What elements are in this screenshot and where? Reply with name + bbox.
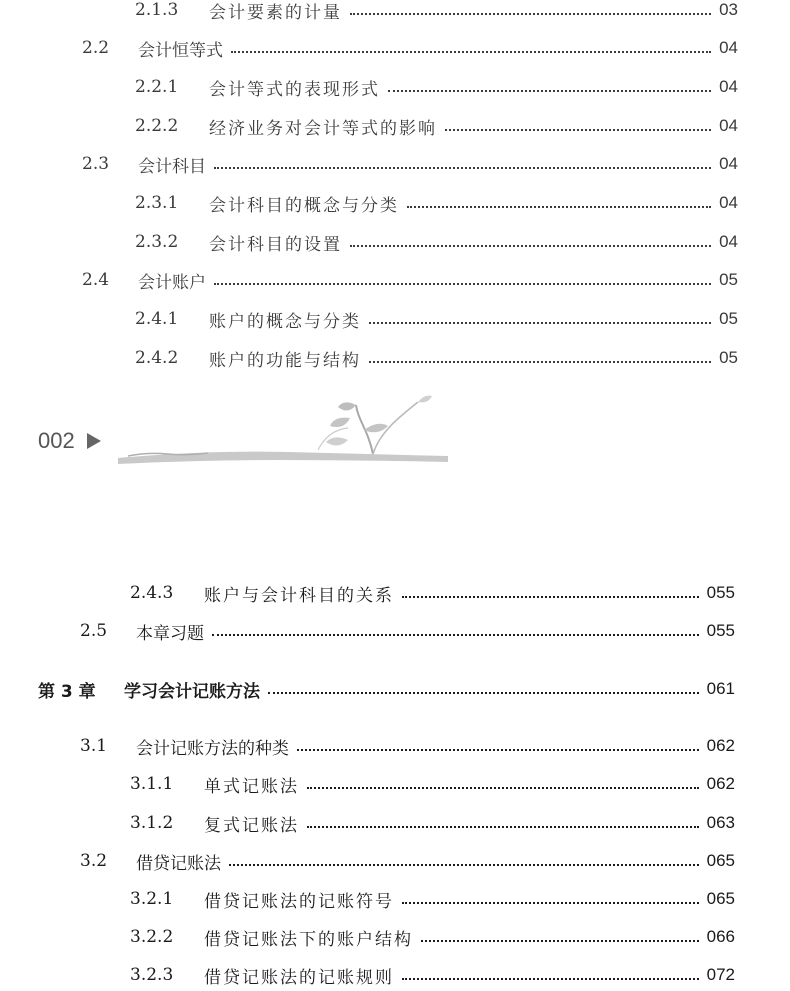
dot-leader xyxy=(350,13,711,15)
folio-number: 002 xyxy=(38,428,75,453)
dot-leader xyxy=(402,978,699,980)
section-number: 2.2.1 xyxy=(135,77,179,97)
page-number: 05 xyxy=(719,270,738,289)
section-number: 2.4.3 xyxy=(130,583,174,603)
page-number: 065 xyxy=(706,851,735,870)
section-number: 2.3.2 xyxy=(135,232,179,252)
section-title: 借贷记账法的记账规则 xyxy=(204,967,394,988)
chapter-title: 学习会计记账方法 xyxy=(124,681,260,702)
toc-entry[interactable] xyxy=(130,807,735,839)
section-title: 账户的功能与结构 xyxy=(209,350,361,371)
dot-leader xyxy=(229,864,699,866)
section-title: 会计科目的设置 xyxy=(209,234,342,255)
dot-leader xyxy=(231,51,711,53)
page-number: 04 xyxy=(719,38,738,57)
toc-entry[interactable] xyxy=(80,845,735,877)
page-number: 065 xyxy=(706,889,735,908)
page-number: 055 xyxy=(706,583,735,602)
toc-entry[interactable] xyxy=(130,959,735,991)
section-title: 账户的概念与分类 xyxy=(209,311,361,332)
section-number: 2.3 xyxy=(82,154,110,174)
section-title: 单式记账法 xyxy=(204,776,299,797)
toc-entry[interactable] xyxy=(135,226,738,258)
dot-leader xyxy=(421,940,699,942)
dot-leader xyxy=(307,826,699,828)
page-number: 066 xyxy=(706,927,735,946)
section-title: 会计等式的表现形式 xyxy=(209,79,380,100)
dot-leader xyxy=(307,787,699,789)
dot-leader xyxy=(369,322,711,324)
toc-entry[interactable] xyxy=(135,0,738,26)
toc-entry[interactable] xyxy=(82,148,738,180)
section-number: 2.1.3 xyxy=(135,0,179,20)
dot-leader xyxy=(369,361,711,363)
toc-entry[interactable] xyxy=(130,921,735,953)
dot-leader xyxy=(388,90,711,92)
toc-entry[interactable] xyxy=(135,303,738,335)
section-title: 经济业务对会计等式的影响 xyxy=(209,118,437,139)
page-number: 055 xyxy=(706,621,735,640)
section-number: 3.2.3 xyxy=(130,965,174,985)
page-number: 05 xyxy=(719,348,738,367)
section-title: 会计科目的概念与分类 xyxy=(209,195,399,216)
section-title: 会计科目 xyxy=(138,156,206,177)
section-title: 借贷记账法 xyxy=(136,853,221,874)
page-number: 04 xyxy=(719,154,738,173)
section-title: 会计要素的计量 xyxy=(209,2,342,23)
section-number: 3.2 xyxy=(80,851,108,871)
toc-entry[interactable] xyxy=(130,883,735,915)
floral-ornament-icon xyxy=(118,390,448,465)
section-title: 借贷记账法下的账户结构 xyxy=(204,929,413,950)
toc-entry[interactable] xyxy=(80,615,735,647)
toc-entry[interactable] xyxy=(135,71,738,103)
section-title: 借贷记账法的记账符号 xyxy=(204,891,394,912)
dot-leader xyxy=(214,167,711,169)
section-number: 2.2.2 xyxy=(135,116,179,136)
section-number: 2.4.2 xyxy=(135,348,179,368)
section-number: 3.2.1 xyxy=(130,889,174,909)
dot-leader xyxy=(212,634,699,636)
toc-entry[interactable] xyxy=(80,730,735,762)
page-number: 072 xyxy=(706,965,735,984)
dot-leader xyxy=(214,283,711,285)
section-title: 会计恒等式 xyxy=(138,40,223,61)
dot-leader xyxy=(268,692,699,694)
section-number: 2.4 xyxy=(82,270,110,290)
page-number: 04 xyxy=(719,77,738,96)
section-number: 3.1.1 xyxy=(130,774,174,794)
section-title: 会计记账方法的种类 xyxy=(136,738,289,759)
page-number: 063 xyxy=(706,813,735,832)
toc-entry[interactable] xyxy=(130,577,735,609)
section-title: 账户与会计科目的关系 xyxy=(204,585,394,606)
toc-entry[interactable] xyxy=(82,264,738,296)
dot-leader xyxy=(350,245,711,247)
toc-entry[interactable] xyxy=(135,110,738,142)
toc-entry[interactable] xyxy=(82,32,738,64)
section-number: 2.2 xyxy=(82,38,110,58)
page-number: 04 xyxy=(719,232,738,251)
toc-entry[interactable] xyxy=(135,342,738,374)
page-number: 04 xyxy=(719,116,738,135)
page-number: 062 xyxy=(706,736,735,755)
section-title: 复式记账法 xyxy=(204,815,299,836)
section-title: 本章习题 xyxy=(136,623,204,644)
triangle-arrow-icon xyxy=(87,433,101,449)
dot-leader xyxy=(407,206,711,208)
page-number: 05 xyxy=(719,309,738,328)
toc-page-top xyxy=(0,0,790,380)
section-number: 2.3.1 xyxy=(135,193,179,213)
dot-leader xyxy=(297,749,699,751)
dot-leader xyxy=(402,902,699,904)
section-number: 2.5 xyxy=(80,621,108,641)
toc-chapter-entry[interactable] xyxy=(38,673,735,705)
page-number: 03 xyxy=(719,0,738,19)
page-folio xyxy=(38,428,101,454)
page-number: 061 xyxy=(706,679,735,698)
dot-leader xyxy=(402,596,699,598)
section-number: 3.1.2 xyxy=(130,813,174,833)
toc-entry[interactable] xyxy=(135,187,738,219)
toc-page-bottom xyxy=(0,565,790,990)
section-number: 3.1 xyxy=(80,736,108,756)
section-number: 3.2.2 xyxy=(130,927,174,947)
section-number: 2.4.1 xyxy=(135,309,179,329)
page-number: 062 xyxy=(706,774,735,793)
chapter-number: 第 3 章 xyxy=(38,681,96,702)
section-title: 会计账户 xyxy=(138,272,206,293)
toc-entry[interactable] xyxy=(130,768,735,800)
page-number: 04 xyxy=(719,193,738,212)
dot-leader xyxy=(445,129,711,131)
